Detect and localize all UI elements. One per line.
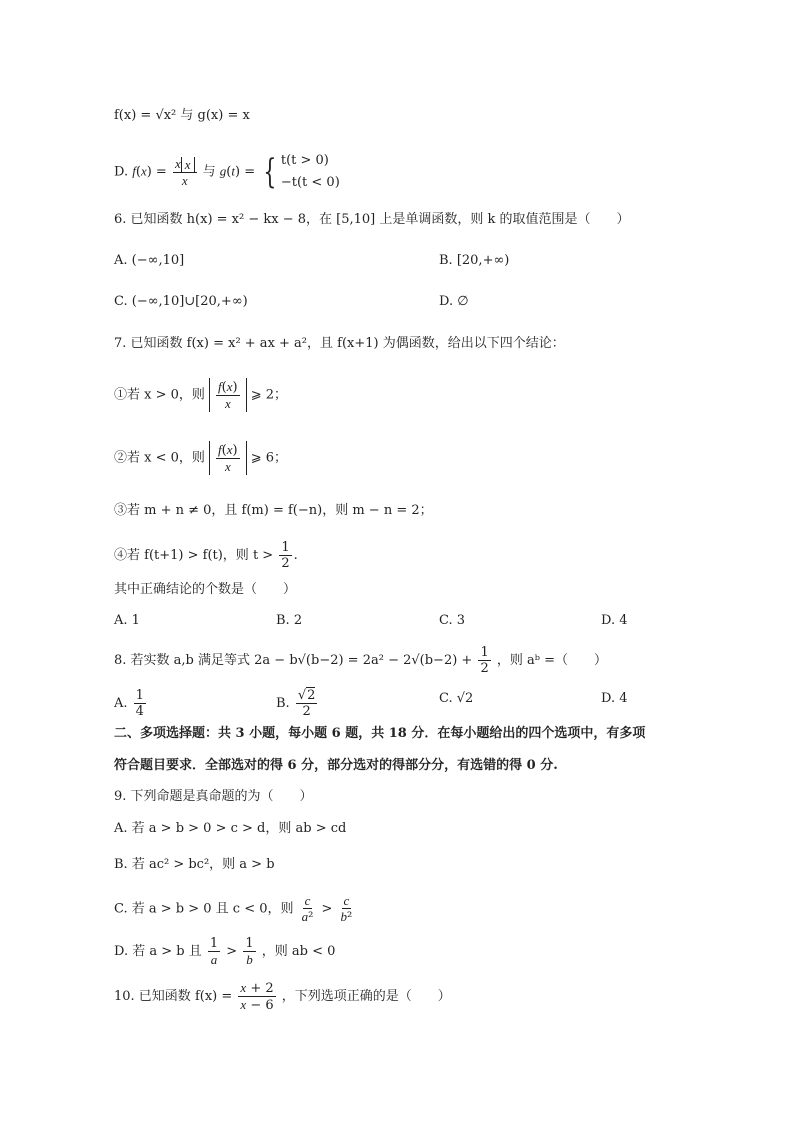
q8-stem: 8. 若实数 a,b 满足等式 2a − b√(b−2) = 2a² − 2√(b−2) + $\frac{1}{2}$ ，则 aᵇ =（ ） — [114, 645, 607, 676]
q8-stem-suffix: ，则 aᵇ =（ ） — [496, 653, 607, 668]
case-2: −t(t < 0) — [280, 175, 340, 190]
q9-option-a: A. 若 a > b > 0 > c > d，则 ab > cd — [114, 821, 347, 836]
case-1: t(t > 0) — [280, 153, 329, 168]
q9-stem: 9. 下列命题是真命题的为（ ） — [114, 789, 313, 804]
q8-option-a-label: A. — [114, 696, 128, 711]
s2-suffix: ⩾ 6； — [250, 450, 288, 466]
q9-option-c-prefix: C. 若 a > b > 0 且 c < 0，则 — [114, 901, 294, 917]
q10-stem-prefix: 10. 已知函数 f(x) = — [114, 989, 233, 1004]
q10-stem: 10. 已知函数 f(x) = $\frac{x + 2}{x - 6}$ ，下列选项正确的是（ ） — [114, 980, 451, 1013]
q7-option-c: C. 3 — [439, 613, 466, 628]
q8-option-d: D. 4 — [601, 691, 628, 706]
q7-ask: 其中正确结论的个数是（ ） — [114, 582, 297, 597]
s1-prefix: ①若 x > 0，则 — [114, 387, 205, 403]
s4-prefix: ④若 f(t+1) > f(t)，则 t > — [114, 548, 274, 563]
q6-option-a: A. (−∞,10] — [114, 253, 185, 268]
q7-option-b: B. 2 — [276, 613, 303, 628]
q8-option-b-label: B. — [276, 696, 290, 711]
q7-statement-2: ②若 x < 0，则 $\frac{f(x)}{x}$ ⩾ 6； — [114, 442, 288, 474]
q9-option-c: C. 若 a > b > 0 且 c < 0，则 $\frac{c}{\text{a²}}$ > $\frac{c}{\text{b²}}$ — [114, 893, 353, 925]
piecewise-brace: { t(t > 0) −t(t < 0) — [263, 152, 340, 192]
q7-stem: 7. 已知函数 f(x) = x² + ax + a²，且 f(x+1) 为偶函数，给出以下四个结论： — [114, 336, 565, 351]
q7-statement-1: ①若 x > 0，则 $\frac{f(x)}{x}$ ⩾ 2； — [114, 379, 288, 411]
q5-option-d: D. f(x) = $\frac{\text{x x}}{x}$ 与 g(t) = { t(t > 0) −t(t < 0) — [114, 152, 340, 192]
q5-option-d-label: D. — [114, 164, 129, 180]
q8-stem-prefix: 8. 若实数 a,b 满足等式 2a − b√(b−2) = 2a² − 2√(b−2) + — [114, 653, 473, 668]
q5-option-c — [114, 107, 250, 125]
q7-statement-4: ④若 f(t+1) > f(t)，则 t > $\frac{1}{2}$ . — [114, 540, 298, 571]
q6-option-b: B. [20,+∞) — [439, 253, 510, 268]
q7-statement-3: ③若 m + n ≠ 0，且 f(m) = f(−n)，则 m − n = 2； — [114, 503, 433, 518]
q6-option-d: D. ∅ — [439, 294, 469, 309]
q5-option-c-text: f(x) = √x² 与 g(x) = x — [114, 108, 250, 123]
q9-option-b: B. 若 ac² > bc²，则 a > b — [114, 857, 275, 872]
q9-option-d-prefix: D. 若 a > b 且 — [114, 944, 202, 959]
s1-suffix: ⩾ 2； — [250, 387, 288, 403]
q8-option-a: A. $\frac{1}{4}$ — [114, 688, 144, 719]
section2-line2: 符合题目要求．全部选对的得 6 分，部分选对的得部分分，有选错的得 0 分. — [114, 758, 558, 773]
q10-stem-suffix: ，下列选项正确的是（ ） — [281, 989, 451, 1004]
q9-option-d-suffix: ，则 ab < 0 — [261, 944, 336, 959]
section2-line1: 二、多项选择题：共 3 小题，每小题 6 题，共 18 分．在每小题给出的四个选项中，有多项 — [114, 726, 646, 741]
s2-prefix: ②若 x < 0，则 — [114, 450, 205, 466]
q6-stem: 6. 已知函数 h(x) = x² − kx − 8，在 [5,10] 上是单调函数，则 k 的取值范围是（ ） — [114, 212, 630, 227]
q7-option-d: D. 4 — [601, 613, 628, 628]
q8-option-b: B. $\frac{√2}{2}$ — [276, 688, 316, 719]
q9-option-d: D. 若 a > b 且 $\frac{1}{a}$ > $\frac{1}{b}$ ，则 ab < 0 — [114, 936, 336, 967]
q7-option-a: A. 1 — [114, 613, 140, 628]
q8-option-c: C. √2 — [439, 691, 474, 706]
fraction: $\frac{\text{x x}}{x}$ — [173, 156, 197, 188]
q6-option-c: C. (−∞,10]∪[20,+∞) — [114, 294, 248, 309]
